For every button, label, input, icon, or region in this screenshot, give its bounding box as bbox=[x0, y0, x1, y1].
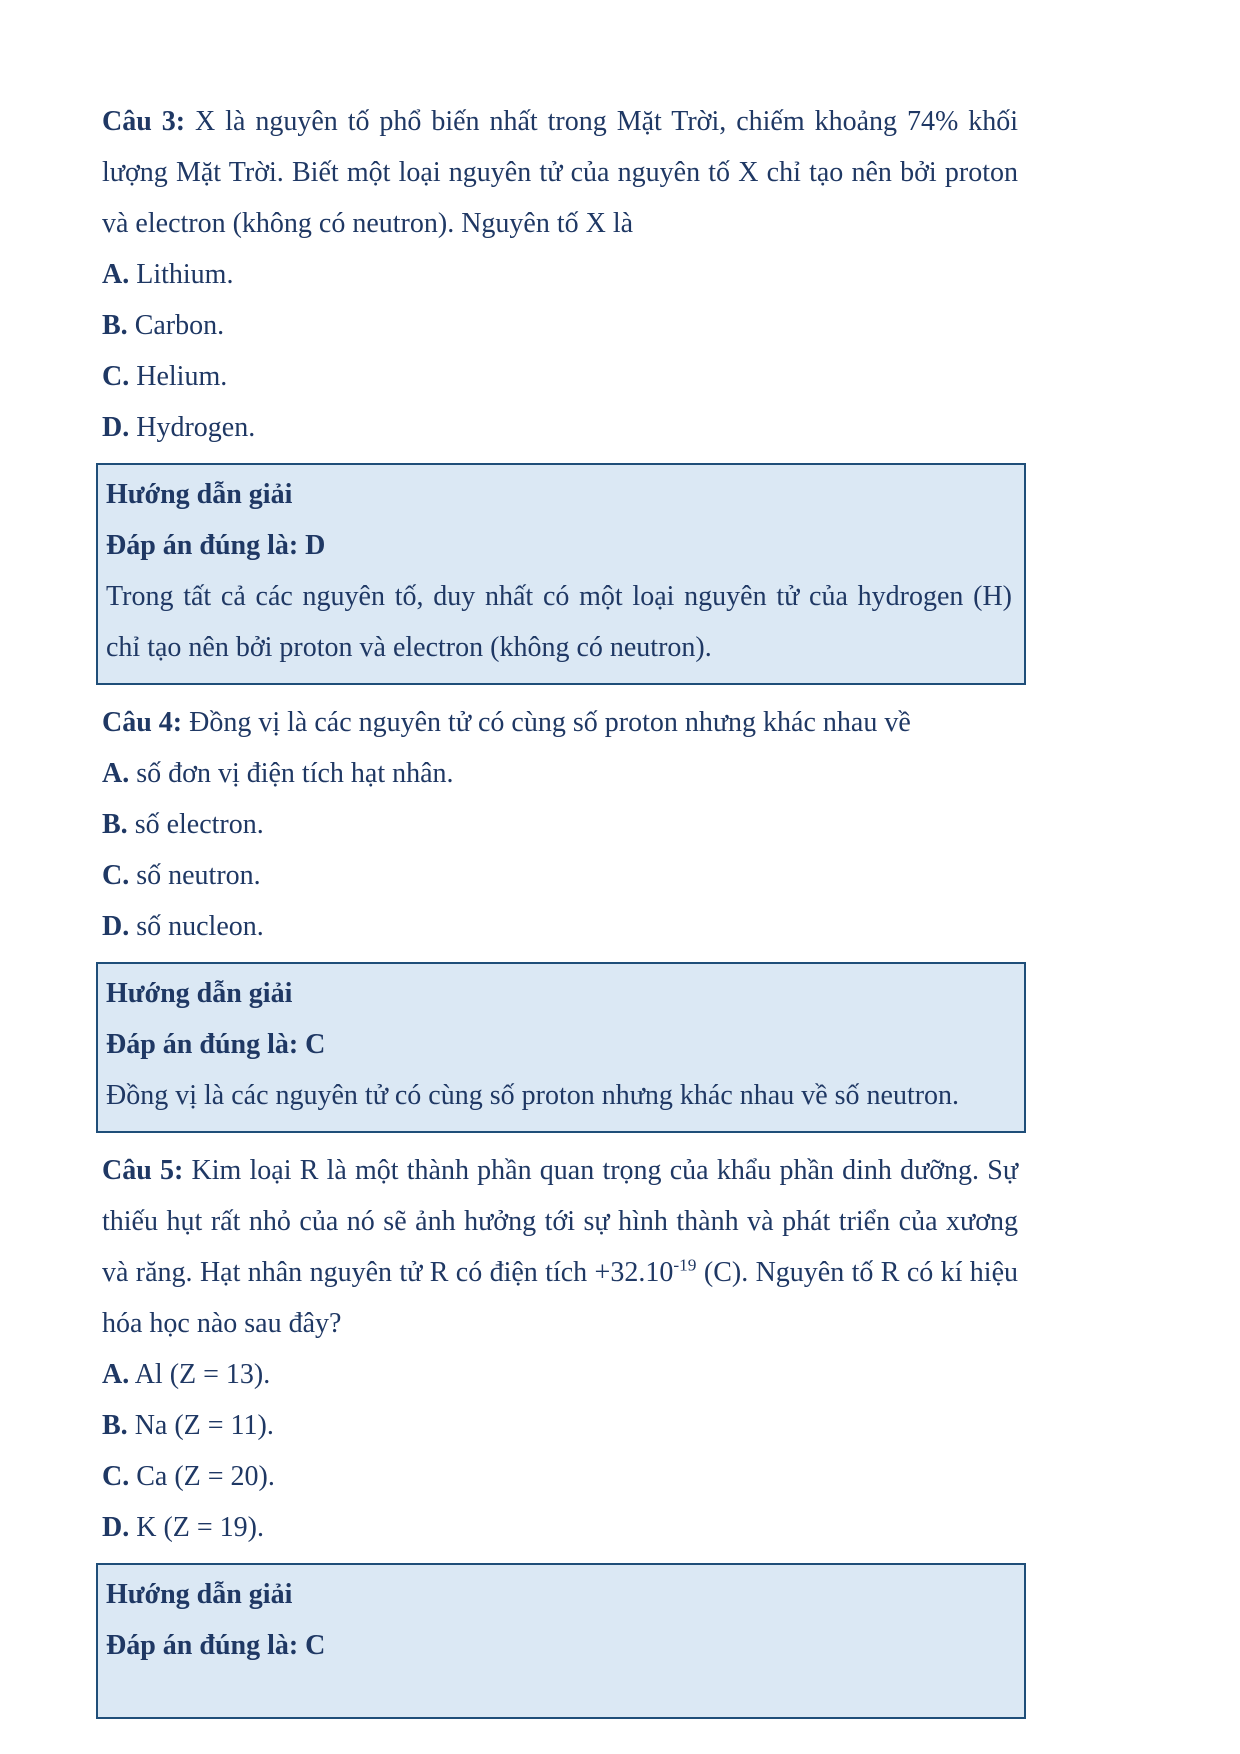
option-letter: B. bbox=[102, 809, 128, 840]
question-4-solution-box bbox=[96, 962, 1026, 1133]
option-text: Na (Z = 11). bbox=[127, 1410, 274, 1441]
question-5-exponent: -19 bbox=[673, 1255, 697, 1275]
solution-answer: Đáp án đúng là: C bbox=[106, 1029, 326, 1060]
solution-answer: Đáp án đúng là: C bbox=[106, 1630, 326, 1661]
option-text: số electron. bbox=[127, 809, 264, 840]
option-letter: B. bbox=[102, 1410, 128, 1441]
option-text: số neutron. bbox=[129, 860, 261, 891]
option-letter: D. bbox=[102, 412, 130, 443]
question-3-text: X là nguyên tố phổ biến nhất trong Mặt Trời, chiếm khoảng 74% khối lượng Mặt Trời. Biết một loại nguyên tử của nguyên tố X chỉ tạo nên bởi proton và electron (không có neutron). Nguyên tố X là bbox=[102, 106, 1018, 239]
option-text: Carbon. bbox=[127, 310, 225, 341]
option-letter: C. bbox=[102, 1461, 130, 1492]
question-5-number: Câu 5: bbox=[102, 1155, 184, 1186]
question-5-text-after-sup: (C). Nguyên tố R có kí hiệu hóa học nào sau đây? bbox=[102, 1257, 1019, 1339]
question-3-option-d bbox=[102, 402, 1018, 453]
solution-body: Đồng vị là các nguyên tử có cùng số proton nhưng khác nhau về số neutron. bbox=[106, 1080, 960, 1111]
question-5-option-b bbox=[102, 1400, 1018, 1451]
option-letter: D. bbox=[102, 1512, 130, 1543]
question-4-text: Đồng vị là các nguyên tử có cùng số proton nhưng khác nhau về bbox=[182, 707, 911, 738]
solution-title: Hướng dẫn giải bbox=[106, 978, 293, 1009]
question-3-option-a bbox=[102, 249, 1018, 300]
option-letter: B. bbox=[102, 310, 128, 341]
question-4-option-b bbox=[102, 799, 1018, 850]
question-3-number: Câu 3: bbox=[102, 106, 186, 137]
question-4-option-c bbox=[102, 850, 1018, 901]
option-letter: A. bbox=[102, 259, 130, 290]
question-5-solution-box bbox=[96, 1563, 1026, 1719]
option-letter: A. bbox=[102, 1359, 130, 1390]
solution-title: Hướng dẫn giải bbox=[106, 479, 293, 510]
question-3-option-c bbox=[102, 351, 1018, 402]
option-text: Helium. bbox=[129, 361, 228, 392]
option-letter: C. bbox=[102, 361, 130, 392]
question-5-stem bbox=[102, 1145, 1018, 1349]
solution-answer: Đáp án đúng là: D bbox=[106, 530, 326, 561]
question-block-3 bbox=[102, 96, 1018, 685]
question-5-text-before-sup: Kim loại R là một thành phần quan trọng của khẩu phần dinh dưỡng. Sự thiếu hụt rất nhỏ của nó sẽ ảnh hưởng tới sự hình thành và phát triển của xương và răng. Hạt nhân nguyên tử R có điện tích +32.10 bbox=[102, 1155, 1018, 1288]
question-5-option-c bbox=[102, 1451, 1018, 1502]
option-text: Al (Z = 13). bbox=[129, 1359, 271, 1390]
option-text: Hydrogen. bbox=[129, 412, 256, 443]
solution-body: Trong tất cả các nguyên tố, duy nhất có một loại nguyên tử của hydrogen (H) chỉ tạo nên bởi proton và electron (không có neutron). bbox=[106, 581, 1012, 663]
question-3-option-b bbox=[102, 300, 1018, 351]
option-text: số đơn vị điện tích hạt nhân. bbox=[129, 758, 454, 789]
option-text: số nucleon. bbox=[129, 911, 264, 942]
question-4-number: Câu 4: bbox=[102, 707, 183, 738]
question-5-option-a bbox=[102, 1349, 1018, 1400]
option-text: K (Z = 19). bbox=[129, 1512, 264, 1543]
question-4-option-d bbox=[102, 901, 1018, 952]
question-4-stem bbox=[102, 697, 1018, 748]
option-text: Ca (Z = 20). bbox=[129, 1461, 275, 1492]
question-5-option-d bbox=[102, 1502, 1018, 1553]
option-letter: D. bbox=[102, 911, 130, 942]
option-letter: C. bbox=[102, 860, 130, 891]
question-3-stem bbox=[102, 96, 1018, 249]
question-block-4 bbox=[102, 697, 1018, 1133]
option-text: Lithium. bbox=[129, 259, 234, 290]
solution-title: Hướng dẫn giải bbox=[106, 1579, 293, 1610]
question-3-solution-box bbox=[96, 463, 1026, 685]
option-letter: A. bbox=[102, 758, 130, 789]
question-block-5 bbox=[102, 1145, 1018, 1719]
question-4-option-a bbox=[102, 748, 1018, 799]
